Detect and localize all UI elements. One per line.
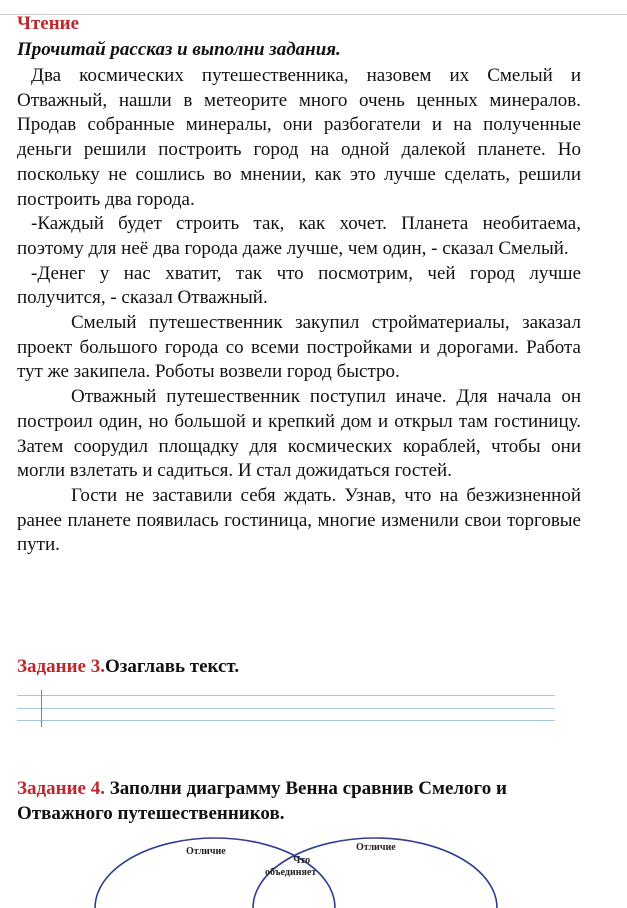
venn-diagram <box>0 826 627 908</box>
venn-center-label: Что <box>293 855 311 866</box>
story-paragraph: Отважный путешественник поступил иначе. Для начала он построил один, но большой и крепкий дом и открыл там гостиницу. Затем соорудил площадку для космических кораблей, чтобы они могли взлетать и садиться. И стал дожидаться гостей. <box>17 386 581 482</box>
task-3-label: Задание 3. <box>17 656 105 677</box>
task-3 <box>17 656 239 678</box>
story-paragraph: Гости не заставили себя ждать. Узнав, что на безжизненной ранее планете появилась гостиница, многие изменили свои торговые пути. <box>17 484 581 556</box>
margin-line <box>41 690 42 727</box>
task-4 <box>17 776 583 826</box>
instruction-text: Прочитай рассказ и выполни задания. <box>17 39 341 60</box>
story-text <box>17 64 581 558</box>
venn-right-label: Отличие <box>356 842 396 853</box>
task-3-text: Озаглавь текст. <box>104 656 240 677</box>
story-paragraph: -Каждый будет строить так, как хочет. Планета необитаема, поэтому для неё два города даже лучше, чем один, - сказал Смелый. <box>17 213 581 259</box>
task-4-text: Заполни диаграмму Венна сравнив Смелого и Отважного путешественников. <box>17 778 507 824</box>
task-4-label: Задание 4. <box>17 778 105 799</box>
answer-lines[interactable] <box>17 690 555 720</box>
venn-left-label: Отличие <box>186 846 226 857</box>
answer-line <box>17 708 555 709</box>
story-paragraph: -Денег у нас хватит, так что посмотрим, чей город лучше получится, - сказал Отважный. <box>17 262 581 309</box>
venn-center-label: объединяет <box>265 867 317 878</box>
section-heading: Чтение <box>17 13 80 34</box>
story-paragraph: Смелый путешественник закупил стройматериалы, заказал проект большого города со всеми постройками и дорогами. Работа тут же закипела. Роботы возвели город быстро. <box>17 312 581 383</box>
answer-line <box>17 720 555 721</box>
story-paragraph: Два космических путешественника, назовем их Смелый и Отважный, нашли в метеорите много очень ценных минералов. Продав собранные минералы, они разбогатели и на полученные деньги решили построить город на одной далекой планете. Но поскольку не сошлись во мнении, как это лучше сделать, решили построить два города. <box>17 65 581 210</box>
top-divider <box>0 14 627 15</box>
answer-line <box>17 695 555 696</box>
